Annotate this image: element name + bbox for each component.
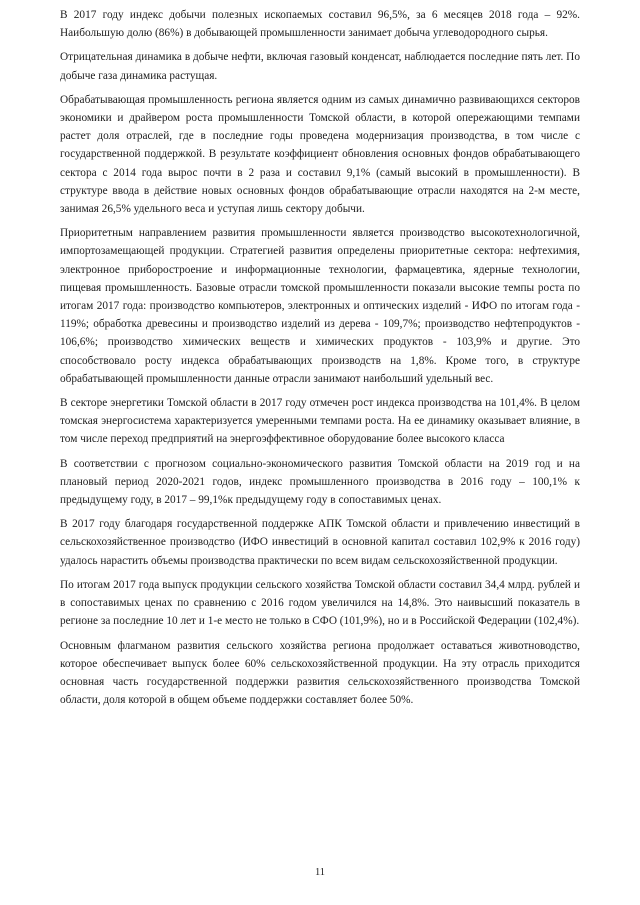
paragraph-livestock: Основным флагманом развития сельского хозяйства региона продолжает оставаться животноводство, которое обеспечивает выпуск более 60% сельскохозяйственной продукции. На эту отрасль приходится основная часть государственной поддержки развития сельскохозяйственного производства Томской области, доля которой в общем объеме поддержки составляет более 50%. — [60, 639, 580, 707]
paragraph-agriculture-output: По итогам 2017 года выпуск продукции сельского хозяйства Томской области составил 34,4 млрд. рублей и в сопоставимых ценах по сравнению с 2016 годом увеличился на 14,8%. Это наивысший показатель в регионе за последние 10 лет и 1-е место не только в СФО (101,9%), но и в Российской Федерации (102,4%). — [60, 578, 580, 628]
paragraph-agriculture-support: В 2017 году благодаря государственной поддержке АПК Томской области и привлечению инвестиций в сельскохозяйственное производство (ИФО инвестиций в основной капитал составил 102,9% к 2016 году) удалось нарастить объемы производства практически по всем видам сельскохозяйственной продукции. — [60, 518, 580, 567]
paragraph-energy-sector: В секторе энергетики Томской области в 2017 году отмечен рост индекса производства на 101,4%. В целом томская энергосистема характеризуется умеренными темпами роста. На ее динамику оказывает влияние, в том числе переход предприятий на энергоэффективное оборудование более высокого класса — [60, 397, 580, 446]
page-number: 11 — [314, 867, 326, 878]
paragraph-mining-index: В 2017 году индекс добычи полезных ископаемых составил 96,5%, за 6 месяцев 2018 года – 92%. Наибольшую долю (86%) в добывающей промышленности занимает добыча углеводородного сырья. — [60, 9, 580, 40]
paragraph-oil-dynamics: Отрицательная динамика в добыче нефти, включая газовый конденсат, наблюдается последние пять лет. По добыче газа динамика растущая. — [60, 51, 580, 82]
paragraph-priority-direction: Приоритетным направлением развития промышленности является производство высокотехнологичной, импортозамещающей продукции. Стратегией развития определены приоритетные сектора: нефтехимия, электронное приборостроение и информационные технологии, фармацевтика, ядерные технологии, пищевая промышленность. Базовые отрасли томской промышленности показали высокие темпы роста по итогам 2017 года: производство компьютеров, электронных и оптических изделий - ИФО по итогам года - 119%; обработка древесины и производство изделий из дерева - 109,7%; производство нефтепродуктов - 106,6%; производство химических веществ и химических продуктов - 103,9% и другие. Это способствовало росту индекса обрабатывающих производств на 1,8%. Кроме того, в структуре обрабатывающей промышленности данные отрасли занимают наибольший удельный вес. — [60, 227, 580, 385]
paragraph-manufacturing: Обрабатывающая промышленность региона является одним из самых динамично развивающихся секторов экономики и драйвером роста промышленности Томской области, в которой опережающими темпами растет доля отраслей, где в последние годы проведена модернизация производства, в том числе с государственной поддержкой. В результате коэффициент обновления основных фондов обрабатывающего сектора с 2014 года вырос почти в 2 раза и составил 9,1% (самый высокий в промышленности). В структуре ввода в действие новых основных фондов обрабатывающие отрасли находятся на 2-м месте, занимая 26,5% удельного веса и уступая лишь сектору добычи. — [60, 93, 580, 216]
paragraph-forecast: В соответствии с прогнозом социально-экономического развития Томской области на 2019 год и на плановый период 2020-2021 годов, индекс промышленного производства в 2016 году – 100,1% к предыдущему году, в 2017 – 99,1%к предыдущему году в сопоставимых ценах. — [60, 457, 580, 507]
